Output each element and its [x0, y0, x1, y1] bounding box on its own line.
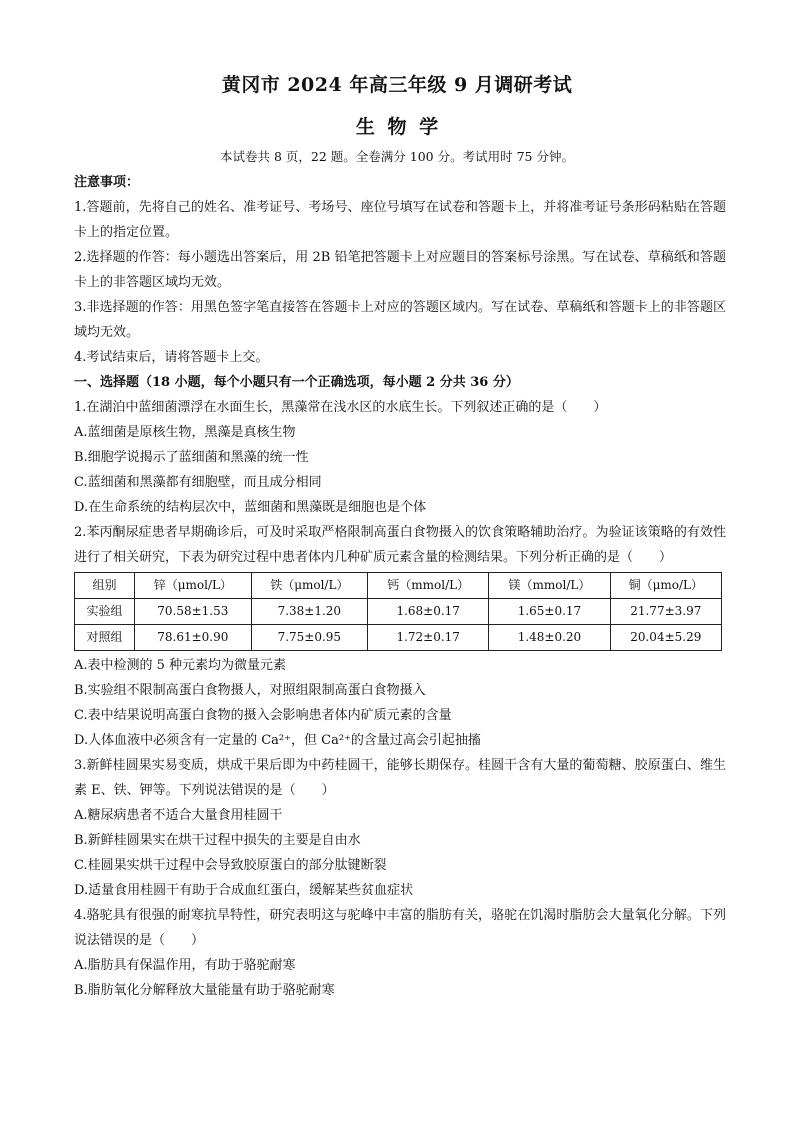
table-header-cell: 铜（μmo/L）	[610, 573, 721, 599]
table-header-cell: 铁（μmol/L）	[251, 573, 367, 599]
question-option: D.人体血液中必须含有一定量的 Ca²⁺，但 Ca²⁺的含量过高会引起抽搐	[74, 733, 481, 748]
notice-item: 2.选择题的作答：每小题选出答案后，用 2B 铅笔把答题卡上对应题目的答案标号涂黑。写在试卷、草稿纸和答题卡上的非答题区域均无效。	[74, 250, 726, 290]
exam-title: 黄冈市 2024 年高三年级 9 月调研考试	[221, 74, 573, 96]
question-stem: 2.苯丙酮尿症患者早期确诊后，可及时采取严格限制高蛋白食物摄入的饮食策略辅助治疗。为验证该策略的有效性进行了相关研究，下表为研究过程中患者体内几种矿质元素含量的检测结果。下列分析正确的是（ ）	[74, 525, 726, 565]
question-option: A.脂肪具有保温作用，有助于骆驼耐寒	[74, 958, 296, 973]
question-option: B.脂肪氧化分解释放大量能量有助于骆驼耐寒	[74, 983, 335, 998]
question-option: C.表中结果说明高蛋白食物的摄入会影响患者体内矿质元素的含量	[74, 708, 452, 723]
table-cell: 1.72±0.17	[368, 625, 489, 651]
question-option: C.蓝细菌和黑藻都有细胞壁，而且成分相同	[74, 475, 322, 490]
table-cell: 对照组	[75, 625, 135, 651]
section-heading: 一、选择题（18 小题，每个小题只有一个正确选项，每小题 2 分共 36 分）	[74, 375, 519, 390]
notice-item: 4.考试结束后，请将答题卡上交。	[74, 350, 269, 365]
notice-item: 1.答题前，先将自己的姓名、准考证号、考场号、座位号填写在试卷和答题卡上，并将准考证号条形码粘贴在答题卡上的指定位置。	[74, 200, 726, 240]
subject-title: 生 物 学	[355, 116, 439, 138]
question-option: A.糖尿病患者不适合大量食用桂圆干	[74, 808, 283, 823]
mineral-table	[74, 572, 722, 651]
table-header-cell: 钙（mmol/L）	[368, 573, 489, 599]
question-option: A.蓝细菌是原核生物，黑藻是真核生物	[74, 425, 296, 440]
question-option: C.桂圆果实烘干过程中会导致胶原蛋白的部分肽键断裂	[74, 858, 387, 873]
table-row	[75, 599, 722, 625]
question-option: A.表中检测的 5 种元素均为微量元素	[74, 658, 287, 673]
table-cell: 1.65±0.17	[489, 599, 610, 625]
table-cell: 1.68±0.17	[368, 599, 489, 625]
notice-heading: 注意事项：	[74, 175, 140, 190]
question-option: B.实验组不限制高蛋白食物摄人，对照组限制高蛋白食物摄入	[74, 683, 426, 698]
table-cell: 实验组	[75, 599, 135, 625]
question-option: D.在生命系统的结构层次中，蓝细菌和黑藻既是细胞也是个体	[74, 500, 427, 515]
table-cell: 21.77±3.97	[610, 599, 721, 625]
table-cell: 1.48±0.20	[489, 625, 610, 651]
table-cell: 7.75±0.95	[251, 625, 367, 651]
table-cell: 70.58±1.53	[135, 599, 251, 625]
table-header-cell: 锌（μmol/L）	[135, 573, 251, 599]
question-stem: 1.在湖泊中蓝细菌漂浮在水面生长，黑藻常在浅水区的水底生长。下列叙述正确的是（ ）	[74, 400, 607, 415]
exam-info: 本试卷共 8 页，22 题。全卷满分 100 分。考试用时 75 分钟。	[220, 149, 574, 164]
question-stem: 3.新鲜桂圆果实易变质，烘成干果后即为中药桂圆干，能够长期保存。桂圆干含有大量的葡萄糖、胶原蛋白、维生素 E、铁、钾等。下列说法错误的是（ ）	[74, 758, 726, 798]
table-cell: 20.04±5.29	[610, 625, 721, 651]
question-option: B.细胞学说揭示了蓝细菌和黑藻的统一性	[74, 450, 309, 465]
table-cell: 7.38±1.20	[251, 599, 367, 625]
table-cell: 78.61±0.90	[135, 625, 251, 651]
table-header-row	[75, 573, 722, 599]
table-header-cell: 组别	[75, 573, 135, 599]
question-stem: 4.骆驼具有很强的耐寒抗旱特性，研究表明这与驼峰中丰富的脂肪有关，骆驼在饥渴时脂肪会大量氧化分解。下列说法错误的是（ ）	[74, 908, 726, 948]
question-option: B.新鲜桂圆果实在烘干过程中损失的主要是自由水	[74, 833, 361, 848]
table-header-cell: 镁（mmol/L）	[489, 573, 610, 599]
exam-content	[74, 170, 726, 1003]
question-option: D.适量食用桂圆干有助于合成血红蛋白，缓解某些贫血症状	[74, 883, 414, 898]
notice-item: 3.非选择题的作答：用黑色签字笔直接答在答题卡上对应的答题区域内。写在试卷、草稿纸和答题卡上的非答题区域均无效。	[74, 300, 726, 340]
table-row	[75, 625, 722, 651]
